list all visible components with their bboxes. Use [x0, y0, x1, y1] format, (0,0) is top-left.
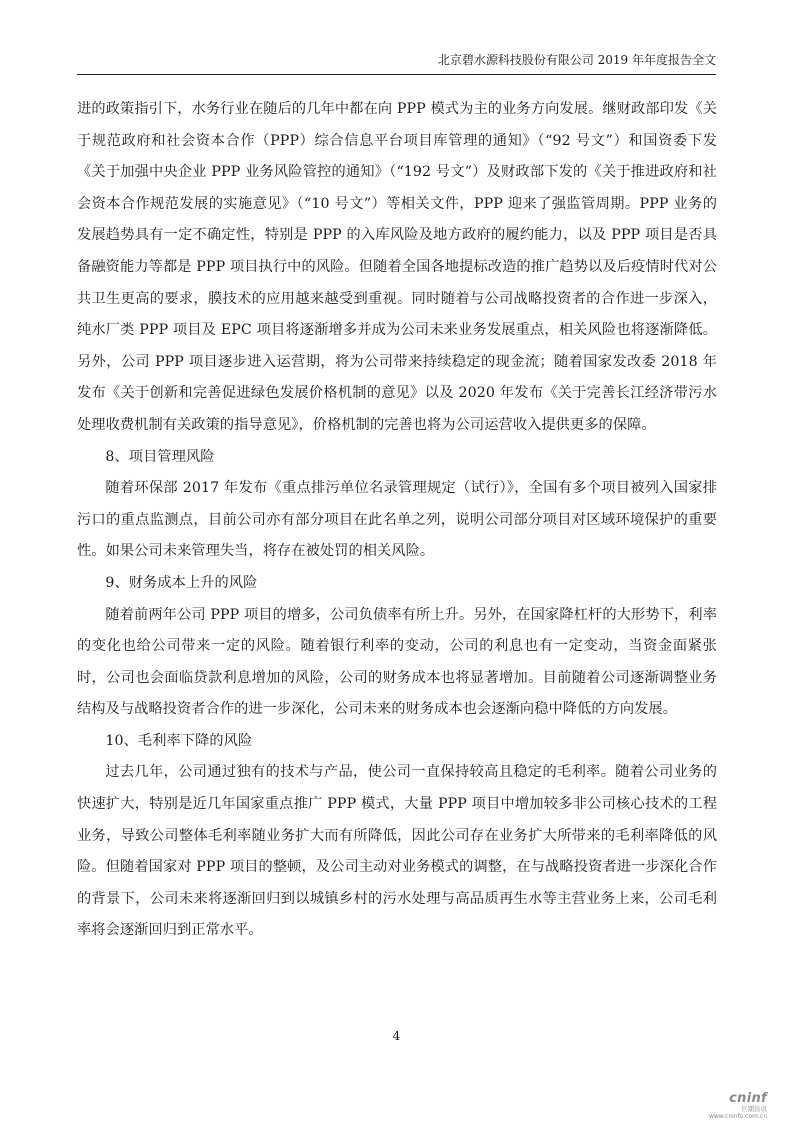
paragraph-financial-cost-risk: 随着前两年公司 PPP 项目的增多，公司负债率有所上升。另外，在国家降杠杆的大形势下，利率的变化也给公司带来一定的风险。随着银行利率的变动，公司的利息也有一定变动，当资金面紧张时，公司也会面临贷款利息增加的风险，公司的财务成本也将显著增加。目前随着公司逐渐调整业务结构及与战略投资者合作的进一步深化，公司未来的财务成本也会逐渐向稳中降低的方向发展。: [77, 606, 717, 718]
page-number: 4: [392, 1029, 401, 1043]
report-title: 北京碧水源科技股份有限公司 2019 年年度报告全文: [437, 53, 716, 67]
document-header: [77, 52, 716, 75]
paragraph-gross-margin-risk: 过去几年，公司通过独有的技术与产品，使公司一直保持较高且稳定的毛利率。随着公司业务的快速扩大，特别是近几年国家重点推广 PPP 模式，大量 PPP 项目中增加较多非公司核心技术的工程业务，导致公司整体毛利率随业务扩大而有所降低，因此公司存在业务扩大所带来的毛利率降低的风险。但随着国家对 PPP 项目的整顿，及公司主动对业务模式的调整，在与战略投资者进一步深化合作的背景下，公司未来将逐渐回归到以城镇乡村的污水处理与高品质再生水等主营业务上来，公司毛利率将会逐渐回归到正常水平。: [77, 764, 717, 939]
document-body: [77, 94, 717, 947]
section-heading-gross-margin-risk: 10、毛利率下降的风险: [105, 732, 253, 749]
section-heading-project-management-risk: 8、项目管理风险: [105, 448, 215, 465]
cninf-watermark-logo: [687, 1092, 767, 1118]
intro-paragraph: 进的政策指引下，水务行业在随后的几年中都在向 PPP 模式为主的业务方向发展。继财政部印发《关于规范政府和社会资本合作（PPP）综合信息平台项目库管理的通知》（“92 号文”）和国资委下发《关于加强中央企业 PPP 业务风险管控的通知》（“192 号文”）及财政部下发的《关于推进政府和社会资本合作规范发展的实施意见》（“10 号文”）等相关文件，PPP 迎来了强监管周期。PPP 业务的发展趋势具有一定不确定性，特别是 PPP 的入库风险及地方政府的履约能力，以及 PPP 项目是否具备融资能力等都是 PPP 项目执行中的风险。但随着全国各地提标改造的推广趋势以及后疫情时代对公共卫生更高的要求，膜技术的应用越来越受到重视。同时随着与公司战略投资者的合作进一步深入，纯水厂类 PPP 项目及 EPC 项目将逐渐增多并成为公司未来业务发展重点，相关风险也将逐渐降低。另外，公司 PPP 项目逐步进入运营期，将为公司带来持续稳定的现金流；随着国家发改委 2018 年发布《关于创新和完善促进绿色发展价格机制的意见》以及 2020 年发布《关于完善长江经济带污水处理收费机制有关政策的指导意见》，价格机制的完善也将为公司运营收入提供更多的保障。: [77, 101, 717, 433]
cninf-sub: 巨潮资讯: [741, 1105, 767, 1113]
cninf-brand: cninf: [729, 1091, 767, 1106]
paragraph-project-management-risk: 随着环保部 2017 年发布《重点排污单位名录管理规定（试行）》，全国有多个项目被列入国家排污口的重点监测点，目前公司亦有部分项目在此名单之列，说明公司部分项目对区域环境保护的重要性。如果公司未来管理失当，将存在被处罚的相关风险。: [77, 480, 717, 560]
cninf-url: www.cninfo.com.cn: [708, 1113, 767, 1120]
section-heading-financial-cost-risk: 9、财务成本上升的风险: [105, 574, 258, 591]
